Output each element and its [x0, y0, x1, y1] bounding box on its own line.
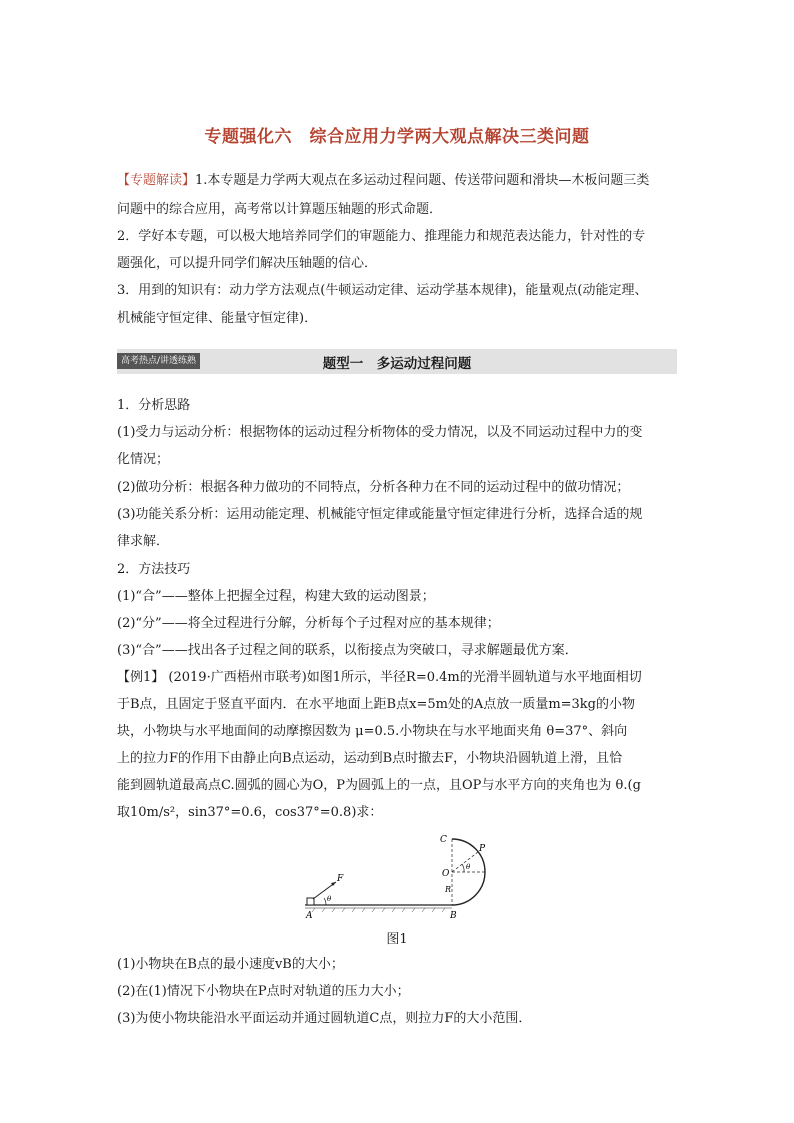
label-c: C [440, 835, 447, 845]
section-header [117, 349, 677, 374]
body-heading-1: 1．分析思路 [117, 398, 191, 413]
intro-line-4: 题强化，可以提升同学们解决压轴题的信心． [117, 256, 378, 271]
method-line: (3)“合”——找出各子过程之间的联系，以衔接点为突破口，寻求解题最优方案． [117, 643, 578, 658]
label-o: O [442, 869, 450, 879]
figure-caption: 图1 [386, 932, 408, 947]
label-p: P [479, 844, 486, 854]
method-line: (1)“合”——整体上把握全过程，构建大致的运动图景； [117, 589, 435, 604]
question-2: (2)在(1)情况下小物块在P点时对轨道的压力大小； [117, 984, 410, 999]
block [307, 898, 314, 905]
question-3: (3)为使小物块能沿水平面运动并通过圆轨道C点，则拉力F的大小范围． [117, 1011, 532, 1026]
figure-diagram [300, 832, 500, 922]
example-line: 上的拉力F的作用下由静止向B点运动，运动到B点时撤去F，小物块沿圆轨道上滑，且恰 [117, 751, 623, 766]
example-line: 取10m/s²，sin37°=0.6，cos37°=0.8)求： [117, 805, 383, 820]
section-tag: 高考热点/讲透练熟 [117, 353, 200, 369]
label-theta-force: θ [327, 895, 332, 903]
intro-line-5: 3．用到的知识有：动力学方法观点(牛顿运动定律、运动学基本规律)，能量观点(动能定理、 [117, 283, 648, 298]
question-1: (1)小物块在B点的最小速度vB的大小； [117, 957, 344, 972]
example-line: 能到圆轨道最高点C.圆弧的圆心为O，P为圆弧上的一点，且OP与水平方向的夹角也为 θ.(g [117, 778, 641, 793]
label-a: A [306, 911, 313, 921]
ground-hatch [312, 908, 445, 912]
example-line: 于B点，且固定于竖直平面内．在水平地面上距B点x=5m处的A点放一质量m=3kg的小物 [117, 697, 636, 712]
example-line: 块，小物块与水平地面间的动摩擦因数为 μ=0.5.小物块在与水平地面夹角 θ=37°、斜向 [117, 724, 628, 739]
intro-line-2: 问题中的综合应用，高考常以计算题压轴题的形式命题． [117, 202, 443, 217]
page-title: 专题强化六 综合应用力学两大观点解决三类问题 [204, 127, 590, 147]
label-r: R [445, 885, 452, 894]
label-f: F [337, 874, 344, 884]
example-line-1: 【例1】 (2019·广西梧州市联考)如图1所示，半径R=0.4m的光滑半圆轨道与水平地面相切 [117, 670, 642, 685]
intro-tag: 【专题解读】 [117, 173, 196, 188]
intro-line-1: 【专题解读】1.本专题是力学两大观点在多运动过程问题、传送带问题和滑块—木板问题三类 [117, 173, 650, 188]
radius-op [452, 852, 478, 872]
example-tag: 【例1】 [117, 670, 165, 685]
intro-line-6: 机械能守恒定律、能量守恒定律)． [117, 311, 318, 326]
body-line: 化情况； [117, 452, 170, 467]
body-line: (2)做功分析：根据各种力做功的不同特点，分析各种力在不同的运动过程中的做功情况； [117, 480, 630, 495]
label-theta-circle: θ [466, 863, 471, 871]
body-line: (1)受力与运动分析：根据物体的运动过程分析物体的受力情况，以及不同运动过程中力的变 [117, 425, 643, 440]
body-heading-2: 2．方法技巧 [117, 562, 191, 577]
body-line: (3)功能关系分析：运用动能定理、机械能守恒定律或能量守恒定律进行分析，选择合适的规 [117, 507, 643, 522]
label-b: B [450, 911, 457, 921]
intro-line-3: 2．学好本专题，可以极大地培养同学们的审题能力、推理能力和规范表达能力，针对性的专 [117, 229, 646, 244]
body-line: 律求解． [117, 534, 170, 549]
method-line: (2)“分”——将全过程进行分解，分析每个子过程对应的基本规律； [117, 616, 500, 631]
section-title: 题型一 多运动过程问题 [322, 356, 472, 372]
